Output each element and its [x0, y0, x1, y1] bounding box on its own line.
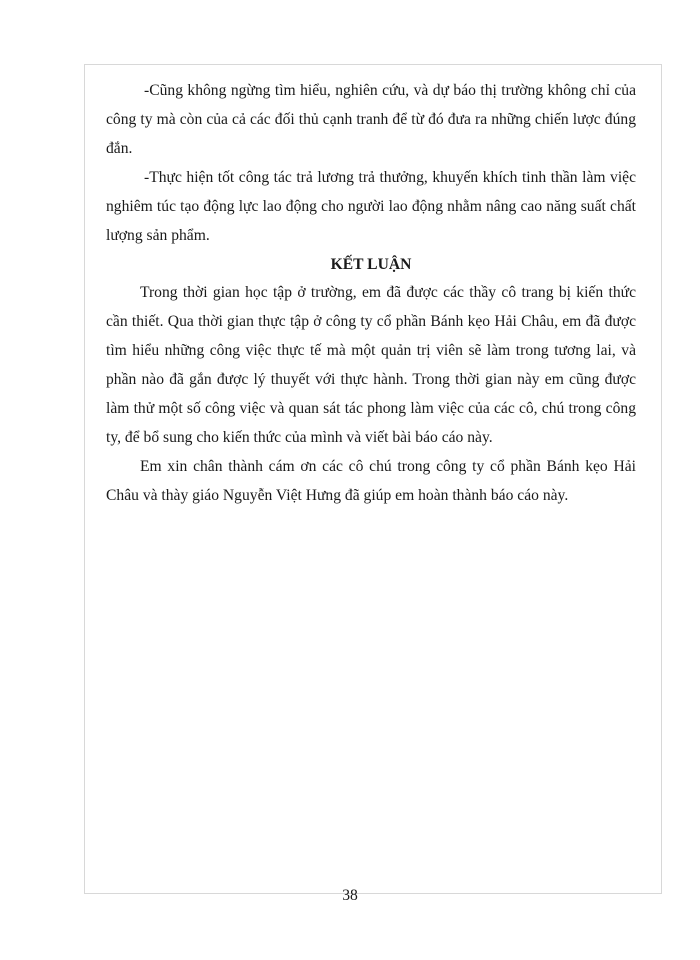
- paragraph-market-research: -Cũng không ngừng tìm hiểu, nghiên cứu, và dự báo thị trường không chỉ của công ty mà còn của cả các đối thủ cạnh tranh để từ đó đưa ra những chiến lược đúng đắn.: [106, 82, 636, 157]
- document-body: [106, 76, 636, 510]
- section-heading-conclusion: KẾT LUẬN: [330, 256, 412, 273]
- paragraph-acknowledgement: Em xin chân thành cám ơn các cô chú trong công ty cổ phần Bánh kẹo Hải Châu và thày giáo Nguyễn Việt Hưng đã giúp em hoàn thành báo cáo này.: [106, 458, 636, 504]
- page-number: 38: [342, 887, 358, 904]
- paragraph-salary-policy: -Thực hiện tốt công tác trả lương trả thưởng, khuyến khích tinh thần làm việc nghiêm túc tạo động lực lao động cho người lao động nhằm nâng cao năng suất chất lượng sản phẩm.: [106, 169, 636, 244]
- paragraph-conclusion-body: Trong thời gian học tập ở trường, em đã được các thầy cô trang bị kiến thức cần thiết. Qua thời gian thực tập ở công ty cổ phần Bánh kẹo Hải Châu, em đã được tìm hiểu những công việc thực tế mà một quản trị viên sẽ làm trong tương lai, và phần nào đã gắn được lý thuyết với thực hành. Trong thời gian này em cũng được làm thử một số công việc và quan sát tác phong làm việc của các cô, chú trong công ty, để bổ sung cho kiến thức của mình và viết bài báo cáo này.: [106, 284, 636, 446]
